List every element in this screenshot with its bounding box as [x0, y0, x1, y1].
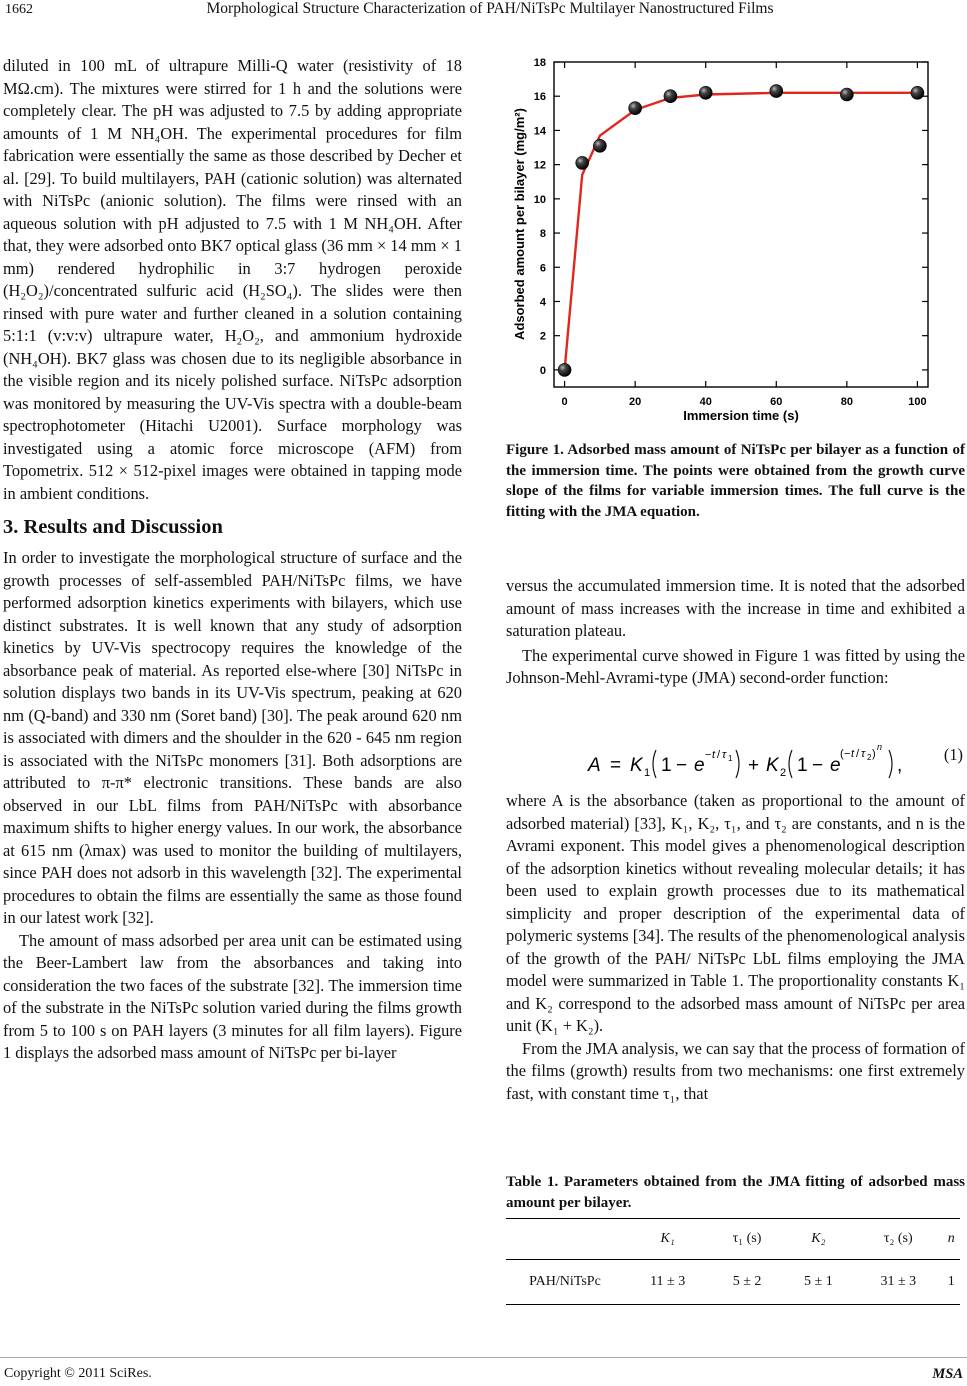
table-header-row — [506, 1219, 960, 1260]
svg-text:−: − — [812, 755, 824, 776]
table-header-cell: τ₁ (s) — [711, 1219, 782, 1260]
x-tick-label: 40 — [699, 396, 712, 408]
table-cell: 5 ± 1 — [783, 1260, 854, 1305]
svg-text:n: n — [877, 742, 883, 752]
svg-text:τ: τ — [861, 748, 866, 760]
x-axis-label: Immersion time (s) — [683, 408, 799, 423]
table-cell: 1 — [943, 1260, 960, 1305]
table-header-cell: n — [943, 1219, 960, 1260]
svg-text:,: , — [897, 755, 903, 776]
y-tick-label: 4 — [539, 296, 546, 309]
parameters-table — [506, 1218, 960, 1305]
left-column — [3, 55, 462, 1065]
section-heading: 3. Results and Discussion — [3, 516, 223, 538]
svg-text:K: K — [766, 755, 779, 776]
paragraph: The amount of mass adsorbed per area unit can be estimated using the Beer-Lambert law from the absorbances and taking into consideration the two faces of the substrate [32]. The immersion time of the substrate in the NiTsPc solution varied during the films growth from 5 to 100 s on PAH layers (3 minutes for all film layers). Figure 1 displays the adsorbed mass amount of NiTsPc per bi-layer — [3, 930, 462, 1062]
svg-text:=: = — [610, 755, 622, 776]
svg-text:e: e — [830, 755, 841, 776]
svg-text:t: t — [712, 749, 716, 761]
right-column-top — [506, 575, 965, 690]
svg-text:/: / — [717, 749, 721, 761]
fit-curve — [565, 93, 918, 370]
figure-1-chart — [506, 48, 965, 433]
table-header-cell: K₂ — [783, 1219, 854, 1260]
svg-text:2: 2 — [780, 767, 787, 779]
y-tick-label: 18 — [533, 57, 546, 69]
equation-1 — [506, 738, 965, 782]
data-point — [558, 363, 571, 376]
paragraph: diluted in 100 mL of ultrapure Milli-Q water (resistivity of 18 MΩ.cm). The mixtures were stirred for 1 h and the solutions were completely clear. The pH was adjusted to 7.5 by adding appropriate amounts of 1 M NH₄OH. The experimental procedures for film fabrication were essentially the same as those described by Decher et al. [29]. To build multilayers, PAH (cationic solution) was alternated with NiTsPc (anionic solution). The films were rinsed with an aqueous solution with pH adjusted to 7.5 with 1 M NH₄OH. After that, they were adsorbed onto BK7 optical glass (36 mm × 14 mm × 1 mm) rendered hydrophilic in 3:7 hydrogen peroxide (H₂O₂)/concentrated sulfuric acid (H₂SO₄). The slides were then rinsed with pure water and further cleaned in a solution containing 5:1:1 (v:v:v) ultrapure water, H₂O₂, and ammonium hydroxide (NH₄OH). BK7 glass was chosen due to its negligible absorbance in the visible region and its nicely polished surface. NiTsPc adsorption was monitored by measuring the UV-Vis spectra with a double-beam spectrophotometer (Hitachi U2001). Surface morphology was investigated using a atomic force microscope (AFM) from Topometrix. 512 × 512-pixel images were obtained in tapping mode in ambient conditions. — [3, 56, 462, 503]
paragraph: The experimental curve showed in Figure 1 was fitted by using the Johnson-Mehl-Avrami-type (JMA) second-order function: — [506, 645, 965, 687]
svg-text:K: K — [630, 755, 643, 776]
svg-text:(: ( — [840, 748, 844, 760]
svg-text:/: / — [856, 748, 860, 760]
svg-text:−: − — [705, 749, 712, 761]
data-point — [770, 85, 783, 98]
table-row — [506, 1260, 960, 1305]
table-caption: Table 1. Parameters obtained from the JMA fitting of adsorbed mass amount per bilayer. — [506, 1174, 965, 1211]
paragraph: where A is the absorbance (taken as proportional to the amount of adsorbed material) [33], K₁, K₂, τ₁, and τ₂ are constants, and n is the Avrami exponent. This model gives a phenomenological description of the adsorption kinetics without revealing molecular details; it has been used to explain growth processes due to its mathematical simplicity and proper description of the experimental data of polymeric systems [34]. The results of the phenomenological analysis of the growth of the PAH/ NiTsPc LbL films employing the JMA model were summarized in Table 1. The proportionality constants K₁ and K₂ correspond to the adsorbed mass amount of NiTsPc per area unit (K₁ + K₂). — [506, 791, 965, 1035]
paragraph: versus the accumulated immersion time. It is noted that the adsorbed amount of mass increases with the increase in time and exhibited a saturation plateau. — [506, 576, 965, 640]
equation-number: (1) — [943, 745, 963, 764]
page-number: 1662 — [5, 2, 33, 17]
running-title: Morphological Structure Characterization of PAH/NiTsPc Multilayer Nanostructured Films — [206, 0, 774, 17]
plot-frame — [554, 62, 928, 387]
svg-text:1: 1 — [661, 755, 672, 776]
svg-text:2: 2 — [867, 753, 872, 762]
svg-text:t: t — [851, 748, 855, 760]
data-point — [840, 88, 853, 101]
svg-text:+: + — [748, 755, 760, 776]
y-tick-label: 12 — [533, 159, 546, 172]
y-tick-label: 14 — [533, 125, 546, 138]
svg-text:): ) — [872, 748, 876, 760]
svg-text:A: A — [588, 755, 601, 776]
journal-abbrev: MSA — [932, 1366, 963, 1382]
table-header-cell — [506, 1219, 624, 1260]
y-tick-label: 16 — [533, 91, 546, 104]
y-axis-label: Adsorbed amount per bilayer (mg/m²) — [512, 108, 527, 340]
x-tick-label: 60 — [770, 396, 783, 408]
data-point — [576, 156, 589, 169]
y-tick-label: 0 — [539, 364, 546, 377]
svg-text:1: 1 — [728, 754, 733, 763]
x-tick-label: 0 — [561, 396, 568, 408]
x-tick-label: 100 — [908, 396, 927, 408]
table-cell: PAH/NiTsPc — [506, 1260, 624, 1305]
table-header-cell: τ₂ (s) — [854, 1219, 943, 1260]
jma-equation — [586, 738, 967, 782]
table-cell: 31 ± 3 — [854, 1260, 943, 1305]
svg-text:1: 1 — [797, 755, 808, 776]
copyright: Copyright © 2011 SciRes. — [4, 1366, 152, 1381]
table-cell: 5 ± 2 — [711, 1260, 782, 1305]
figure-caption: Figure 1. Adsorbed mass amount of NiTsPc per bilayer as a function of the immersion time. The points were obtained from the growth curve slope of the films for variable immersion times. The full curve is the fitting with the JMA equation. — [506, 442, 965, 520]
table-cell: 11 ± 3 — [624, 1260, 711, 1305]
data-point — [911, 86, 924, 99]
svg-text:e: e — [694, 755, 705, 776]
y-tick-label: 6 — [539, 262, 546, 275]
x-tick-label: 20 — [629, 396, 642, 408]
x-tick-label: 80 — [840, 396, 853, 408]
data-point — [629, 102, 642, 115]
footer-divider — [0, 1357, 967, 1358]
paragraph: From the JMA analysis, we can say that the process of formation of the films (growth) results from two mechanisms: one first extremely fast, with constant time τ₁, that — [506, 1038, 965, 1103]
y-tick-label: 2 — [539, 330, 546, 343]
data-point — [664, 90, 677, 103]
svg-text:τ: τ — [722, 749, 727, 761]
y-tick-label: 10 — [533, 193, 546, 206]
table-header-cell: K₁ — [624, 1219, 711, 1260]
paragraph: In order to investigate the morphological structure of surface and the growth processes of self-assembled PAH/NiTsPc films, we have performed adsorption kinetics experiments with bilayers, which use distinct substrates. It is well known that any study of adsorption kinetics by UV-Vis spectrocopy requires the knowledge of the absorbance peak of material. As reported else-where [30] NiTsPc in solution displays two bands in its UV-Vis spectrum, peaking at 620 nm (Q-band) and 330 nm (Soret band) [30]. The peak around 620 nm is associated with dimers and the shoulder in the 620 - 645 nm region is associated with the NiTsPc monomers [31]. Both adsorptions are attributed to π-π* electronic transitions. These bands are also observed in our LbL films from PAH/NiTsPc with absorbance maximum shifts to higher energy values. In our work, the absorbance at 615 nm (λmax) was used to monitor the building of multilayers, since PAH does not adsorb in this wavelength [32]. The experimental procedures to obtain the films are essentially the same as those found in our latest work [32]. — [3, 548, 462, 927]
data-point — [593, 139, 606, 152]
y-tick-label: 8 — [539, 228, 546, 241]
right-column-bottom — [506, 790, 965, 1105]
svg-text:−: − — [844, 748, 851, 760]
data-point — [699, 86, 712, 99]
svg-text:−: − — [676, 755, 688, 776]
svg-text:1: 1 — [644, 767, 651, 779]
